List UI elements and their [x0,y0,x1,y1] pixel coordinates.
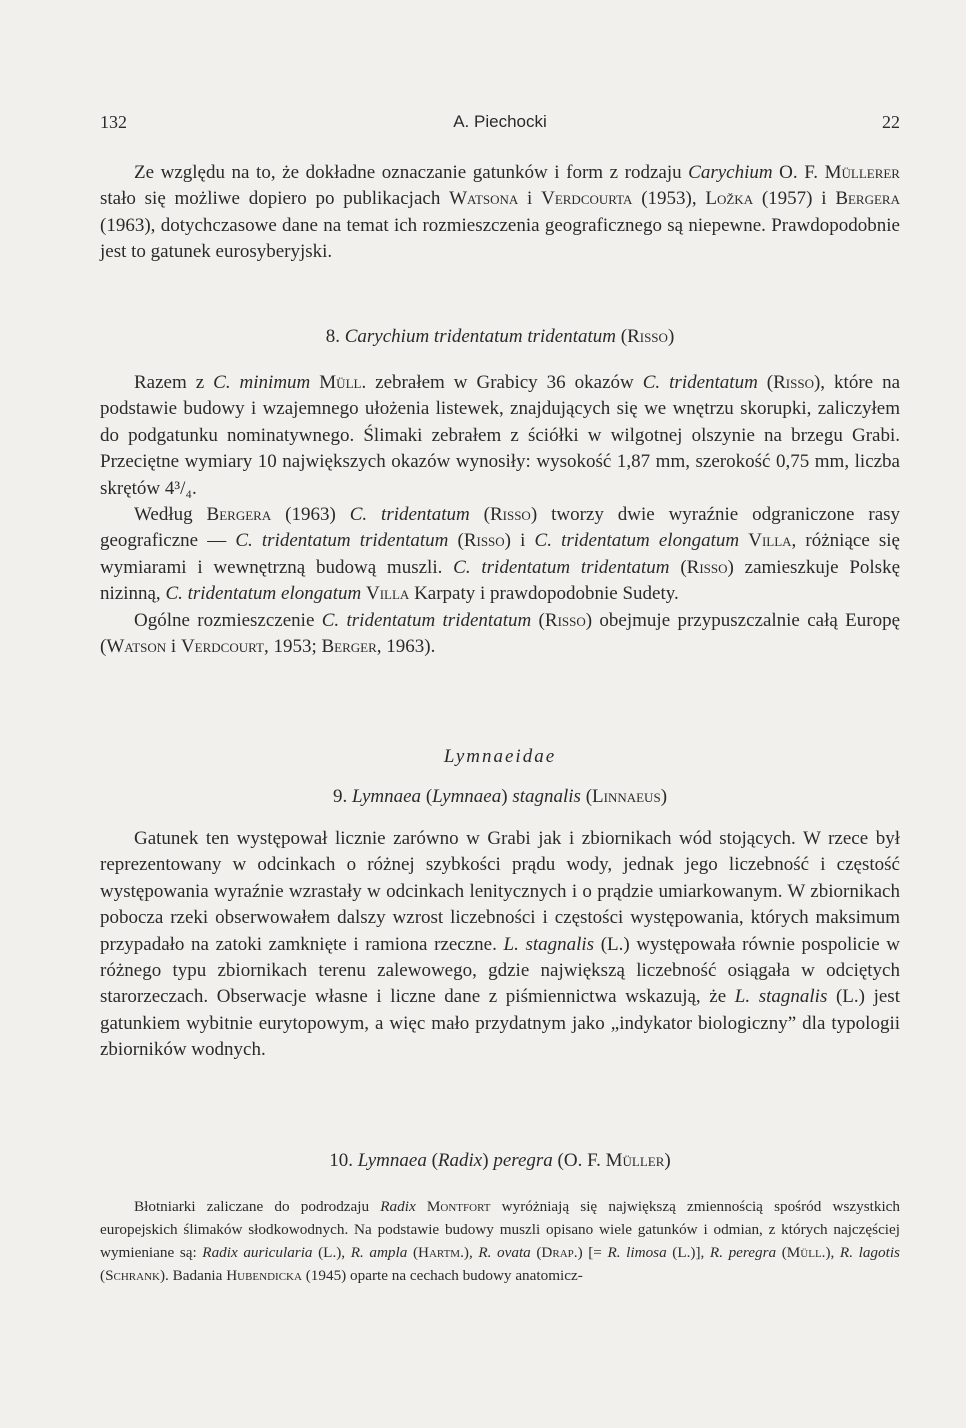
smallcaps-run: Risso [544,609,586,631]
smallcaps-run: Villa [748,530,792,552]
paragraph-6 [100,1195,900,1287]
text-run: stało się możliwe dopiero po publikacjach [100,188,450,210]
text-run: ) i [504,530,535,552]
italic-run: L. stagnalis [503,933,595,955]
text-run: (1953), [632,188,706,210]
smallcaps-run: Risso [773,372,814,393]
text-run: ) [664,1150,671,1171]
italic-run: Lymnaea [351,786,422,807]
text-run: ) zamieszkuje Polskę nizinną, [100,556,901,605]
text-run: 9. [332,786,352,807]
smallcaps-run: Müll. [319,372,367,393]
smallcaps-run: Drap. [541,1244,578,1261]
text-run: ), które na podstawie budowy i wzajemnego ułożenia listewek, znajdujących się we wnętrzu skorupki, zaliczyłem do podgatunku nominatywnego. Ślimaki zebrałem z ściółki w wilgotnej olszynie na brzegu Grabi. Przeciętne wymiary 10 największych okazów wynosiły: wysokość 1,87 mm, szerokość 0,75 mm, liczba skrętów 4³/₄. [100,372,901,499]
text-run: ( [407,1244,418,1261]
text-run: zebrałem w Grabicy 36 okazów [366,372,643,393]
smallcaps-run: Verdcourta [541,188,633,210]
italic-run: Lymnaea [432,786,502,807]
text-run: O. F. [772,162,825,183]
text-run: ( [669,556,687,578]
smallcaps-run: Müllerer [824,162,900,183]
text-run: (L.) jest gatunkiem wybitnie eurytopowym, a więc mało przydatnym jako „indykator biologiczny” dla typologii zbiorników wodnych. [100,986,900,1061]
smallcaps-run: Berger [321,636,377,658]
italic-run: R. ampla [350,1244,408,1261]
text-run: Błotniarki zaliczane do podrodzaju [134,1198,381,1215]
smallcaps-run: Müller [605,1150,665,1171]
smallcaps-run: Risso [686,556,728,578]
text-run: Według [134,504,207,526]
text-run: ) [501,786,513,807]
text-run: , różniące się wymiarami i wewnętrzną budową muszli. [100,530,900,578]
smallcaps-run: Hubendicka [226,1267,302,1284]
text-run: ( [580,786,593,807]
italic-run: Radix [437,1150,483,1171]
text-run: ( [448,530,464,552]
smallcaps-run: Bergera [835,188,900,210]
running-author: A. Piechocki [453,112,547,131]
text-run: ) [482,1150,494,1171]
text-run: , 1953; [263,636,322,658]
paragraph-text [100,502,900,608]
italic-run: R. limosa [607,1244,667,1261]
text-run: Gatunek ten występował licznie zarówno w Grabi jak i zbiornikach wód stojących. W rzece był reprezentowany w odcinkach o różnej szybkości prądu wody, jednak jego liczebność i częstość występowania wyraźnie wzrastały w odcinkach lenitycznych i o prądzie umiarkowanym. W zbiornikach pobocza rzeki obserwowałem dalszy wzrost liczebności i częstości występowania, których maksimum przypadało na zatoki zamknięte i ramiona rzeczne. [100,828,900,955]
text-run: ( [100,1267,106,1284]
text-run: ) tworzy dwie wyraźnie odgraniczone rasy geograficzne — [100,504,901,552]
smallcaps-run: Linnaeus [592,786,661,807]
paragraph-text [100,826,900,1064]
italic-run: Radix [380,1198,416,1215]
text-run: Karpaty i prawdopodobnie Sudety. [409,583,679,605]
page-header [100,112,900,136]
smallcaps-run: Watsona [449,188,519,210]
text-run: ( [757,372,774,393]
text-run: (1963) [271,504,350,526]
text-run: (1957) i [753,188,836,210]
italic-run: Radix auricularia [202,1244,313,1261]
running-number: 22 [882,112,900,132]
smallcaps-run: Ložka [705,188,754,210]
italic-run: C. tridentatum elongatum [165,583,362,605]
text-run: (1963), dotychczasowe dane na temat ich rozmieszczenia geograficznego są niepewne. Prawdopodobnie jest to gatunek eurosyberyjski. [100,214,900,263]
italic-run: C. tridentatum tridentatum [453,556,670,578]
smallcaps-run: Schrank [105,1267,160,1284]
text-run: Razem z [134,372,214,393]
text-run: (L.), [312,1244,351,1261]
species-heading-9 [100,786,900,808]
text-run: 8. [325,326,345,347]
page-number: 132 [100,112,127,132]
text-run: Ogólne rozmieszczenie [134,609,322,631]
text-run: (L.) występowała równie pospolicie w różnego typu zbiornikach terenu zalewowego, gdzie największą liczebność osiągała w odciętych starorzeczach. Obserwacje własne i liczne dane z piśmiennictwa wskazują, że [100,933,900,1008]
text-run [310,372,319,393]
smallcaps-run: Müll. [786,1244,826,1261]
text-run [739,530,748,551]
italic-run: stagnalis [512,786,581,807]
text-run: (O. F. [552,1150,606,1171]
text-run: wyróżniają się największą zmiennością spośród wszystkich europejskich ślimaków słodkowodnych. Na podstawie budowy muszli opisano wiele gatunków i odmian, z których najczęściej wymieniane są: [100,1198,901,1261]
italic-run: C. tridentatum [349,504,470,526]
text-run: (L.)], [666,1244,710,1261]
species-heading-8 [100,326,900,348]
text-run: ) [660,786,668,807]
paragraph-5 [100,826,900,1064]
paragraph-text [100,160,900,266]
text-run: ( [426,1150,438,1171]
italic-run: C. tridentatum elongatum [534,530,740,552]
italic-run: C. minimum [213,372,311,393]
text-run [416,1198,427,1215]
text-run: ( [531,609,545,631]
paragraph-text [100,608,900,661]
smallcaps-run: Verdcourt [180,636,264,658]
text-run: ) obejmuje przypuszczalnie całą Europę ( [100,609,901,658]
text-run: ) [= [577,1244,608,1261]
text-run: ( [776,1244,787,1261]
italic-run: R. peregra [709,1244,777,1261]
italic-run: C. tridentatum [642,372,758,393]
text-run: ). Badania [159,1267,227,1284]
italic-run: Carychium [688,162,773,183]
text-run: ( [469,504,490,526]
text-run: i [166,636,181,658]
italic-run: Lymnaea [357,1150,427,1171]
italic-run: C. tridentatum tridentatum [321,609,532,631]
family-heading: Lymnaeidae [443,746,557,767]
text-run: ( [530,1244,542,1261]
paragraph-text [100,370,900,502]
smallcaps-run: Risso [627,326,668,347]
text-run: ) [667,326,675,347]
text-run: 10. [329,1150,358,1171]
italic-run: L. stagnalis [734,986,828,1008]
text-run: ), [825,1244,840,1261]
smallcaps-run: Montfort [426,1198,491,1215]
smallcaps-run: Risso [463,530,505,552]
italic-run: Carychium tridentatum tridentatum [344,326,616,347]
text-run: , 1963). [376,636,436,658]
smallcaps-run: Villa [366,583,410,605]
smallcaps-run: Watson [106,636,167,658]
smallcaps-run: Hartm. [418,1244,464,1261]
paragraph-text [100,1195,900,1287]
text-run: ( [421,786,433,807]
smallcaps-run: Risso [489,504,531,526]
paragraph-1 [100,160,900,266]
italic-run: C. tridentatum tridentatum [235,530,449,552]
italic-run: peregra [493,1150,553,1171]
italic-run: R. lagotis [839,1244,900,1261]
smallcaps-run: Bergera [206,504,272,526]
text-run: ), [463,1244,479,1261]
text-run: (1945) oparte na cechach budowy anatomicz- [301,1267,583,1284]
text-run: Ze względu na to, że dokładne oznaczanie gatunków i form z rodzaju [134,162,689,183]
species-heading-10 [100,1150,900,1172]
paragraph-2 [100,370,900,660]
text-run: i [518,188,542,210]
text-run: ( [616,326,628,347]
italic-run: R. ovata [478,1244,531,1261]
